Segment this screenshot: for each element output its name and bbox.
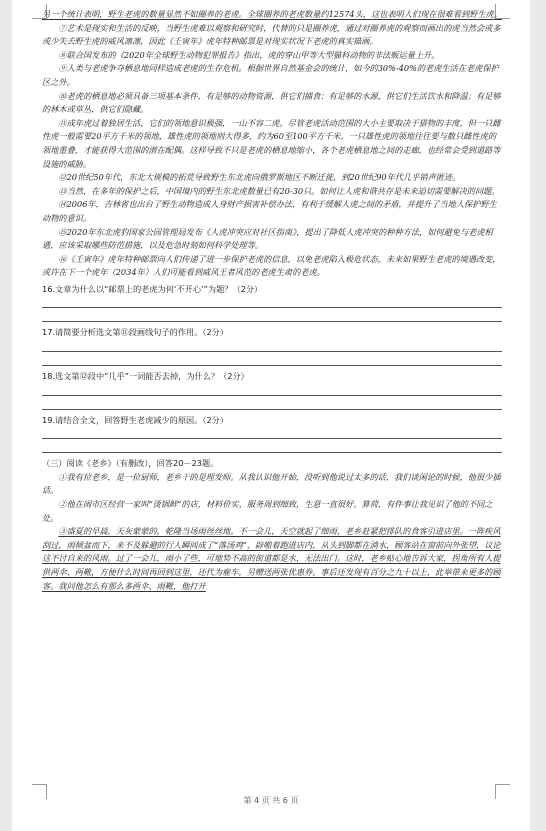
paragraph-15: ⑮2020年东北虎豹国家公园管理局发布《人虎冲突应对社区指南》，提出了降低人虎冲突的种种方法，如何避免与老虎相遇，应该采取哪些防范措施，以及危急时刻如何科学处理等。 [42,226,493,251]
paragraph-10: ⑩老虎的栖息地必须具备三项基本条件，有足够的动物资源，供它们捕食；有足够的水源，供它们生活饮水和降温；有足够的林木或草丛，供它们隐藏。 [42,90,501,115]
paragraph-9: ⑨人类与老虎争夺栖息地同样造成老虎的生存危机。根据世界自然基金会的统计，如今的30%-40%的老虎生活在老虎保护区之外。 [42,63,499,87]
page-content [42,8,502,593]
section-3-paragraph-2: ②他在闹市区经营一家叫“烫锅鲜”的店，材料价实，服务周到细致，生意一直很好。算荷，有件事让我见识了他的不同之处。 [42,499,493,523]
answer-line[interactable] [42,398,502,410]
question-19: 19.请结合全文，回答野生老虎减少的原因。（2分） [42,414,229,425]
question-17: 17.请简要分析选文第⑪段画线句子的作用。（2分） [42,327,229,338]
question-16: 16.文章为什么以“邮票上的老虎为何‘不开心’”为题？（2分） [42,283,263,294]
paragraph-13: ⑬当然，在多年的保护之后，中国境内的野生东北虎数量已有20-30只。如何让人虎和谐共存是未来迫切需要解决的问题。 [58,185,500,196]
paragraph-14: ⑭2006年，吉林省也出台了野生动物造成人身财产损害补偿办法，有利于缓解人虎之间的矛盾，并提升了当地人保护野生动物的意识。 [42,199,497,223]
answer-line[interactable] [42,427,502,439]
paragraph-16: ⑯《壬寅年》虎年特种邮票向人们传递了进一步保护老虎的信息，以免老虎陷入极危状态，未来如果野生老虎的境遇改变，或许在下一个虎年（2034年）人们可能看到威风王者风范的老虎生肃的老虎。 [42,253,501,278]
section-3-header: （三）阅读《老乡》（有删改），回答20－23题。 [42,458,219,469]
paragraph-11: ⑪成年虎过着独居生活，它们的领地意识极强，一山不容二虎。尽管老虎活动范围的大小主要取决于猎物的丰度，但一只雌性虎一般需要20平方千米的领地，雄性虎的领地则大得多，约为60至100平方千米。一只雄性虎的领地往往要与数只雌性虎的领地重叠，才能获得大范围的潜在配偶。这样导致不只是老虎的栖息地缩小，各个老虎栖息地之间的走廊，也经常会受到道路等设施的威胁。 [42,117,501,169]
paragraph-8: ⑧联合国发布的《2020年全球野生动物犯罪报告》指出，虎的穿山甲等大型猫科动物的非法贩运量上升。 [58,49,440,60]
paragraph-prev: 另一个统计表明，野生老虎的数量显然不如圈养的老虎。全球圈养的老虎数量约12574头，这也表明人们现在很难看到野生虎。 [42,9,502,19]
paragraph-12: ⑫20世纪50年代，东北大规模的拓荒导致野生东北虎向俄罗斯地区不断迁徙，到20世纪90年代几乎销声匿迹。 [58,172,461,183]
answer-line[interactable] [42,354,502,366]
paragraph-7: ⑦艺术是现实和生活的反映，当野生虎难以观察和研究时，代替的只是圈养虎，通过对圈养虎的观察而画出的虎当然会或多或少失去野生虎的威风凛凛，因此《壬寅年》虎年特种邮票是对现实状况下老虎的真实描画。 [42,22,501,47]
section-3-paragraph-3: ③盛夏的早晨，天灰蒙蒙的，乾隆当场雨丝丝地。不一会儿，天空就起了细雨，老乡赶紧把排队的食客引进店里。一阵疾风刮过，雨倾盆而下，来不及躲避的行人瞬间成了“落汤鸡”，辟啪着跑进店内，从头到脚都在淌水，顾客站在窗前向外张望，议论这不讨自来的风雨。过了一会儿，雨小了些，可地势不高的街道都是水，无法出门。这时，老乡贴心地告诉大家，拐角所有人提供两伞、两靴，方便什么时间再回到这里，还代为雇车，另赠送两张优惠券。事后还发现有百分之九十以上，此举带来更多的顾客。我问他怎么有那么多两伞、雨靴，他打开 [42,526,501,591]
answer-line[interactable] [42,441,502,453]
question-18: 18.选文第⑫段中“几乎”一词能否去掉，为什么？（2分） [42,371,249,382]
answer-line[interactable] [42,340,502,352]
section-3-paragraph-1: ①我有位老乡，是一位厨师，老乡干的是理发师。从我认识他开始，没听到他说过太多的话，我们谈闲论的时候，他很少插话。 [42,471,501,496]
answer-line[interactable] [42,296,502,308]
answer-line[interactable] [42,310,502,322]
document-page [12,0,530,831]
page-number: 第 4 页 共 6 页 [243,796,299,805]
answer-line[interactable] [42,384,502,396]
